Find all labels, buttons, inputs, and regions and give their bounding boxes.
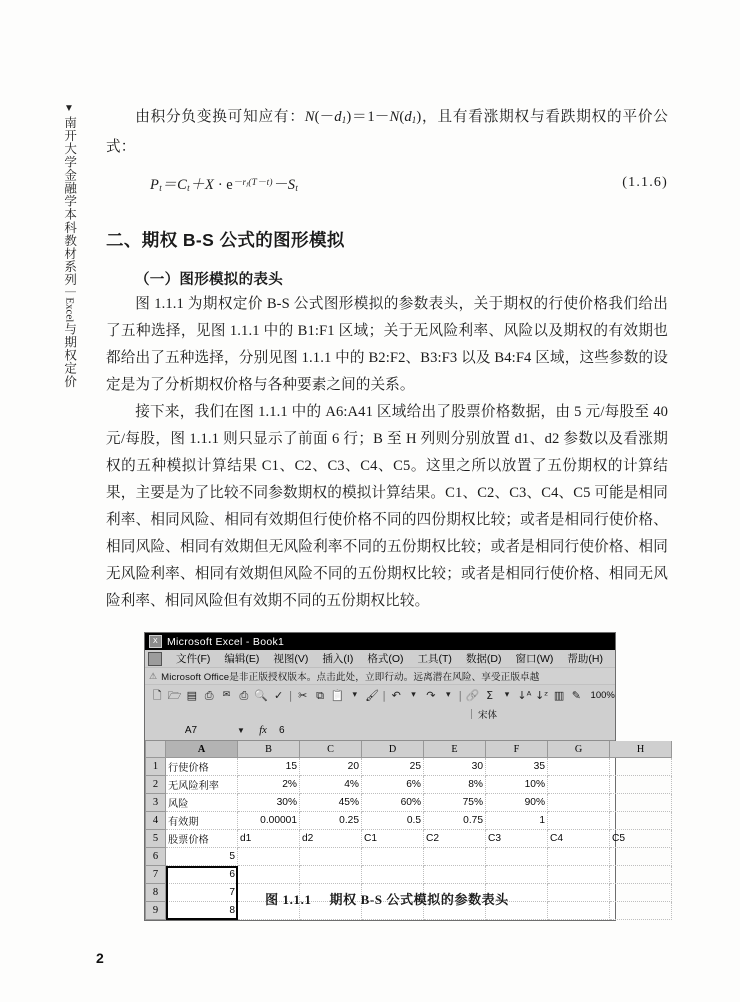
redo-icon[interactable]: ↷ [426, 689, 436, 702]
name-box[interactable]: A7 [184, 725, 198, 736]
print-icon[interactable]: ⎙ [204, 689, 214, 702]
inline-formula-n2: N [389, 109, 400, 125]
cell-B2[interactable]: 2% [238, 776, 300, 794]
select-all-corner[interactable] [146, 741, 166, 758]
running-head-sidebar [56, 104, 82, 444]
cell-B1[interactable]: 15 [238, 758, 300, 776]
open-folder-icon[interactable]: 🗁 [167, 689, 182, 702]
cell-F5[interactable]: C3 [486, 830, 548, 848]
cell-E4[interactable]: 0.75 [424, 812, 486, 830]
zoom-level[interactable]: 100% [590, 690, 615, 701]
undo-dropdown-icon[interactable]: ▾ [411, 690, 416, 700]
inline-var-d1b: $d_1$ [404, 109, 417, 125]
cell-A3[interactable]: 风险 [166, 794, 238, 812]
triangle-marker: ▼ [64, 103, 74, 114]
cell-A7[interactable]: 6 [166, 866, 238, 884]
new-file-icon[interactable]: 🗋 [152, 689, 162, 702]
menu-item-tools[interactable]: 工具(T) [417, 653, 452, 665]
inline-formula-n: N [304, 109, 315, 125]
column-header-h[interactable]: H [610, 741, 672, 758]
column-header-g[interactable]: G [548, 741, 610, 758]
cell-A4[interactable]: 有效期 [166, 812, 238, 830]
cell-B3[interactable]: 30% [238, 794, 300, 812]
cell-E7[interactable] [424, 866, 486, 884]
series-divider: ｜ [63, 286, 76, 298]
sort-asc-icon[interactable]: ↓ᴬ [517, 689, 532, 702]
cell-E6[interactable] [424, 848, 486, 866]
column-header-d[interactable]: D [362, 741, 424, 758]
menu-item-insert[interactable]: 插入(I) [322, 653, 354, 665]
figure-caption-label: 图 1.1.1 [265, 892, 312, 907]
column-header-f[interactable]: F [486, 741, 548, 758]
workbook-icon [148, 652, 162, 666]
cell-E5[interactable]: C2 [424, 830, 486, 848]
equation-number: (1.1.6) [622, 174, 668, 190]
worksheet-row[interactable] [146, 830, 672, 848]
cell-F4[interactable]: 1 [486, 812, 548, 830]
menu-item-data[interactable]: 数据(D) [465, 653, 502, 665]
cell-C7[interactable] [300, 866, 362, 884]
row-header-8[interactable]: 8 [146, 884, 166, 902]
cell-B5[interactable]: d1 [238, 830, 300, 848]
worksheet-row[interactable] [146, 866, 672, 884]
cell-B4[interactable]: 0.00001 [238, 812, 300, 830]
cell-G1[interactable] [548, 758, 610, 776]
cell-G6[interactable] [548, 848, 610, 866]
autosum-dropdown-icon[interactable]: ▾ [504, 690, 510, 700]
row-header-4[interactable]: 4 [146, 812, 166, 830]
paragraph-2: 图 1.1.1 为期权定价 B-S 公式图形模拟的参数表头，关于期权的行使价格我们给出了五种选择，见图 1.1.1 中的 B1:F1 区域；关于无风险利率、风险以及期权的有效期也都给出了五种选择，分别见图 1.1.1 中的 B2:F2、B3:F3 以及 B4:F4 区域，这些参数的设定是为了分析期权价格与各种要素之间的关系。 [106, 295, 668, 393]
cell-F3[interactable]: 90% [486, 794, 548, 812]
cell-A1[interactable]: 行使价格 [166, 758, 238, 776]
cell-C2[interactable]: 4% [300, 776, 362, 794]
hyperlink-icon[interactable]: 🔗 [465, 689, 480, 702]
series-title-latin: Excel [63, 297, 76, 323]
cell-G3[interactable] [548, 794, 610, 812]
redo-dropdown-icon[interactable]: ▾ [445, 690, 451, 700]
excel-menu-bar[interactable] [145, 650, 615, 668]
row-header-3[interactable]: 3 [146, 794, 166, 812]
cell-H6[interactable] [610, 848, 672, 866]
menu-item-file[interactable]: 文件(F) [176, 653, 211, 665]
cell-D3[interactable]: 60% [362, 794, 424, 812]
row-header-5[interactable]: 5 [146, 830, 166, 848]
cell-H4[interactable] [610, 812, 672, 830]
worksheet-row[interactable] [146, 776, 672, 794]
inline-var-d1: $d_1$ [334, 109, 347, 125]
worksheet-row[interactable] [146, 758, 672, 776]
worksheet-row[interactable] [146, 848, 672, 866]
menu-item-edit[interactable]: 编辑(E) [224, 653, 260, 665]
paragraph-intro-b: ，且有看涨期权与看跌期权的平价公式： [106, 109, 668, 155]
running-head-text [62, 116, 75, 388]
email-icon[interactable]: ✉ [222, 690, 231, 700]
excel-formatting-toolbar[interactable] [145, 706, 615, 721]
spellcheck-icon[interactable]: ✓ [273, 689, 284, 702]
cell-F2[interactable]: 10% [486, 776, 548, 794]
cell-G2[interactable] [548, 776, 610, 794]
cell-A8[interactable]: 7 [166, 884, 238, 902]
format-painter-icon[interactable]: 🖌 [365, 689, 380, 702]
cell-F7[interactable] [486, 866, 548, 884]
cell-D6[interactable] [362, 848, 424, 866]
menu-item-view[interactable]: 视图(V) [273, 653, 309, 665]
chart-icon[interactable]: ▥ [553, 689, 565, 702]
cell-E1[interactable]: 30 [424, 758, 486, 776]
figure-caption-text: 期权 B-S 公式模拟的参数表头 [329, 892, 509, 907]
formula-input[interactable]: 6 [279, 725, 285, 736]
cell-C1[interactable]: 20 [300, 758, 362, 776]
cell-D4[interactable]: 0.5 [362, 812, 424, 830]
cell-C5[interactable]: d2 [300, 830, 362, 848]
cell-H7[interactable] [610, 866, 672, 884]
cell-G7[interactable] [548, 866, 610, 884]
font-name-box[interactable]: 宋体 [477, 709, 497, 721]
toolbar-separator-3: | [458, 689, 463, 702]
cell-A9[interactable]: 8 [166, 902, 238, 920]
display-formula-row [106, 167, 668, 205]
row-header-1[interactable]: 1 [146, 758, 166, 776]
column-header-a[interactable]: A [166, 741, 238, 758]
display-formula: $P_t=C_t+X \cdot e^{-r_f(T-t)}-S_t$ [150, 176, 299, 193]
row-header-9[interactable]: 9 [146, 902, 166, 920]
license-notice-text: Microsoft Office是非正版授权版本。点击此处，立即行动。远离潜在风险、享受正版卓越 [161, 672, 540, 683]
cell-F6[interactable] [486, 848, 548, 866]
excel-standard-toolbar[interactable] [145, 685, 615, 706]
column-header-e[interactable]: E [424, 741, 486, 758]
cut-icon[interactable]: ✂ [298, 689, 308, 702]
cell-E3[interactable]: 75% [424, 794, 486, 812]
save-icon[interactable]: ▤ [186, 689, 198, 702]
cell-C6[interactable] [300, 848, 362, 866]
cell-C3[interactable]: 45% [300, 794, 362, 812]
row-header-2[interactable]: 2 [146, 776, 166, 794]
printer-icon[interactable]: ⎙ [239, 689, 249, 702]
print-preview-icon[interactable]: 🔍 [254, 689, 269, 702]
cell-G4[interactable] [548, 812, 610, 830]
cell-G5[interactable]: C4 [548, 830, 610, 848]
copy-icon[interactable]: ⧉ [316, 689, 324, 702]
cell-D7[interactable] [362, 866, 424, 884]
toolbar-handle[interactable] [471, 709, 472, 719]
cell-D2[interactable]: 6% [362, 776, 424, 794]
autosum-icon[interactable]: Σ [486, 689, 494, 702]
column-header-row[interactable] [146, 741, 672, 758]
menu-item-window[interactable]: 窗口(W) [515, 653, 554, 665]
cell-A2[interactable]: 无风险利率 [166, 776, 238, 794]
cell-H3[interactable] [610, 794, 672, 812]
excel-title-bar [145, 633, 615, 650]
column-header-b[interactable]: B [238, 741, 300, 758]
undo-icon[interactable]: ↶ [391, 689, 401, 702]
cell-H1[interactable] [610, 758, 672, 776]
row-header-7[interactable]: 7 [146, 866, 166, 884]
page-number: 2 [96, 950, 104, 966]
cell-H5[interactable]: C5 [610, 830, 672, 848]
cell-E2[interactable]: 8% [424, 776, 486, 794]
cell-D5[interactable]: C1 [362, 830, 424, 848]
paragraph-3: 接下来，我们在图 1.1.1 中的 A6:A41 区域给出了股票价格数据，由 5 元/每股至 40 元/每股，图 1.1.1 则只显示了前面 6 行；B 至 H 列则分别放置 d1、d2 参数以及看涨期权的五种模拟计算结果 C1、C2、C3、C4、C5。这里之所以放置了五份期权的计算结果，主要是为了比较不同参数期权的模拟计算结果。C1、C2、C3、C4、C5 可能是相同利率、相同风险、相同有效期但行使价格不同的四份期权比较；或者是相同行使价格、相同风险、相同有效期但无风险利率不同的五份期权比较；或者是相同行使价格、相同无风险利率、相同有效期但风险不同的五份期权比较；或者是相同行使价格、相同无风险利率、相同风险但有效期不同的五份期权比较。 [106, 403, 668, 609]
figure-block [144, 632, 645, 921]
row-header-6[interactable]: 6 [146, 848, 166, 866]
chevron-down-icon[interactable]: ▼ [237, 726, 245, 735]
menu-item-format[interactable]: 格式(O) [367, 653, 404, 665]
column-header-c[interactable]: C [300, 741, 362, 758]
paste-icon[interactable]: 📋 [330, 689, 345, 702]
worksheet-row[interactable] [146, 812, 672, 830]
cell-B6[interactable] [238, 848, 300, 866]
cell-D1[interactable]: 25 [362, 758, 424, 776]
paragraph-intro: 由积分负变换可知应有：$N(-d_1)=1-N(d_1)$，且有看涨期权与看跌期权的平价公式： [106, 109, 668, 155]
formula-bar[interactable] [145, 721, 615, 741]
excel-window[interactable] [144, 632, 645, 921]
figure-caption [106, 889, 668, 908]
series-title-cn: 南开大学金融学本科教材系列 [62, 116, 77, 287]
insert-function-icon[interactable]: fx [259, 725, 267, 736]
worksheet-row[interactable] [146, 794, 672, 812]
paste-dropdown-icon[interactable]: ▾ [352, 690, 357, 700]
subsection-heading: （一）图形模拟的表头 [135, 271, 283, 288]
drawing-icon[interactable]: ✎ [571, 689, 581, 702]
cell-B7[interactable] [238, 866, 300, 884]
excel-app-icon: X [149, 635, 162, 648]
cell-H2[interactable] [610, 776, 672, 794]
section-heading: 二、期权 B-S 公式的图形模拟 [106, 229, 345, 250]
cell-F1[interactable]: 35 [486, 758, 548, 776]
excel-title-text: Microsoft Excel - Book1 [167, 635, 285, 648]
series-title-cn2: 与期权定价 [62, 322, 77, 388]
paragraph-intro-a: 由积分负变换可知应有 [135, 109, 290, 125]
cell-A6[interactable]: 5 [166, 848, 238, 866]
license-notice-banner[interactable] [145, 668, 615, 685]
cell-A5[interactable]: 股票价格 [166, 830, 238, 848]
cell-C4[interactable]: 0.25 [300, 812, 362, 830]
warning-icon: ⚠ [149, 670, 158, 681]
toolbar-separator: | [288, 689, 293, 702]
text-column [106, 104, 668, 615]
toolbar-separator-2: | [382, 689, 386, 702]
sort-desc-icon[interactable]: ↓ᶻ [535, 689, 549, 702]
menu-item-help[interactable]: 帮助(H) [567, 653, 603, 665]
